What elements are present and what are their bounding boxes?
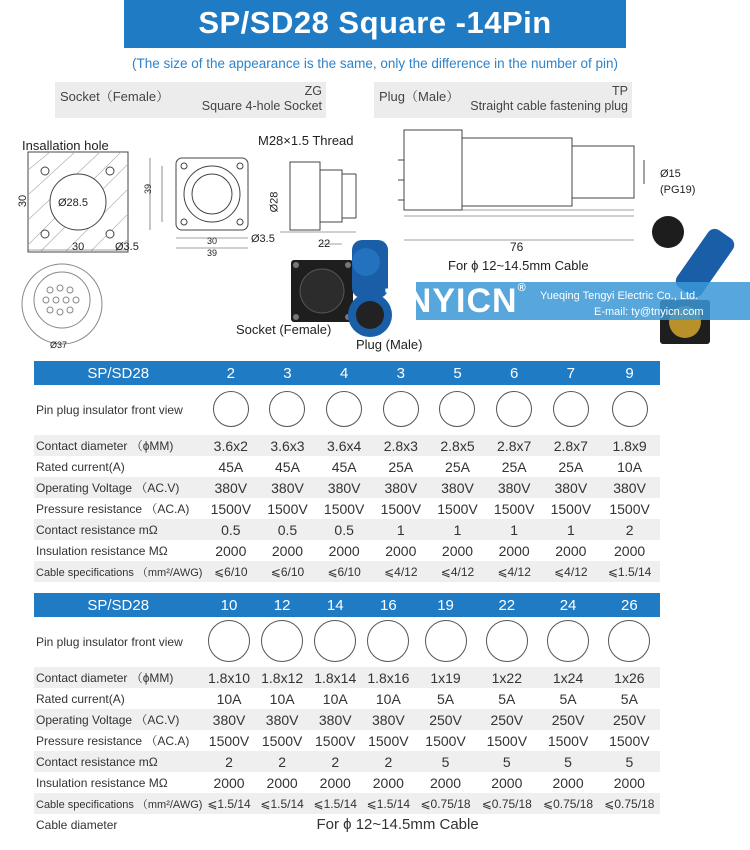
cell: 5A: [436, 690, 455, 707]
pin-diagram: [543, 385, 600, 435]
pin-count: 3: [372, 361, 429, 385]
cable-diameter-value: For ϕ 12~14.5mm Cable: [316, 816, 479, 833]
table2-name: SP/SD28: [34, 593, 202, 617]
cell: 380V: [256, 709, 309, 730]
pin-diagram: [202, 617, 255, 667]
dim-28-5: Ø28.5: [58, 197, 88, 209]
dim-30-b: 30: [72, 241, 85, 253]
cell: 2000: [266, 774, 298, 791]
pin-count: 14: [309, 593, 362, 617]
company-email: E-mail: ty@tnyicn.com: [594, 306, 704, 318]
cell: 5: [476, 751, 537, 772]
socket-caption: Socket (Female): [236, 322, 332, 337]
cell: 250V: [537, 709, 598, 730]
cell: 2000: [385, 542, 417, 559]
cell: 2000: [552, 774, 584, 791]
pin-layout-icon: [261, 620, 303, 662]
cell: 1500V: [437, 500, 478, 517]
cell: 0.5: [316, 519, 373, 540]
cell: 5: [537, 751, 598, 772]
pin-count: 22: [476, 593, 537, 617]
dim-22: 22: [318, 238, 331, 250]
row-label: Cable specifications （mm²/AWG): [34, 793, 202, 814]
cell: 2000: [213, 774, 245, 791]
pin-diagram: [415, 617, 476, 667]
pin-diagram: [599, 617, 660, 667]
row-label: Operating Voltage （AC.V): [34, 477, 202, 498]
cell: 2000: [441, 542, 474, 559]
cell: ⩽6/10: [316, 561, 373, 582]
socket-desc: Square 4-hole Socket: [201, 99, 322, 113]
cell: 10A: [375, 690, 401, 707]
pin-diagram: [537, 617, 598, 667]
plug-label: Plug（Male）: [379, 89, 460, 104]
plug-desc: Straight cable fastening plug: [470, 99, 628, 113]
table2-row-contact-res: [34, 751, 660, 772]
row-label: Pin plug insulator front view: [36, 635, 183, 649]
table2-row-cable-spec: [34, 793, 660, 814]
dim-3-5-b: Ø3.5: [251, 233, 275, 245]
cell: 380V: [316, 477, 373, 498]
pin-count: 7: [543, 361, 600, 385]
install-hole-label: Insallation hole: [22, 138, 109, 153]
cell: 1: [486, 519, 543, 540]
pin-layout-icon: [208, 620, 250, 662]
pin-diagram: [202, 385, 259, 435]
pin-diagram: [362, 617, 415, 667]
cell: 45A: [275, 458, 300, 475]
cell: 0.5: [259, 519, 316, 540]
cell: 250V: [476, 709, 537, 730]
cell: 1500V: [267, 500, 308, 517]
dim-28: Ø28: [268, 191, 281, 213]
technical-drawing: [0, 120, 750, 360]
cell: 10A: [269, 690, 295, 707]
assembly-photo: [652, 216, 737, 344]
table2-row-contact-diameter: [34, 667, 660, 688]
table2-row-voltage: [34, 709, 660, 730]
cell: 10A: [322, 690, 348, 707]
subtitle: (The size of the appearance is the same, only the difference in the number of pin): [131, 56, 619, 71]
cell: ⩽4/12: [543, 561, 600, 582]
table2-row-insulation: [34, 772, 660, 793]
cell: 2000: [614, 542, 646, 559]
plug-side-view: [398, 130, 644, 240]
cell: ⩽4/12: [372, 561, 429, 582]
brand-logo: TNYICN®: [385, 282, 527, 320]
cell: 250V: [599, 709, 660, 730]
cell: 1: [372, 519, 429, 540]
cell: 1.8x10: [202, 667, 255, 688]
pin-count: 2: [202, 361, 259, 385]
cell: 1.8x12: [256, 667, 309, 688]
row-label: Contact diameter （ϕMM): [34, 435, 202, 456]
cell: 5A: [620, 690, 638, 707]
cell: ⩽0.75/18: [415, 793, 476, 814]
cell: 2000: [555, 542, 587, 559]
socket-front-view: [176, 158, 248, 230]
cell: 25A: [388, 458, 414, 475]
row-label: Cable specifications （mm²/AWG): [34, 561, 202, 582]
cell: ⩽1.5/14: [256, 793, 309, 814]
dim-30-a: 30: [17, 194, 30, 208]
cell: 2.8x3: [372, 435, 429, 456]
pin-layout-icon: [367, 620, 409, 662]
row-label: Contact resistance mΩ: [34, 519, 202, 540]
cell: 2000: [429, 774, 462, 791]
cell: 1500V: [550, 500, 592, 517]
cell: 2: [202, 751, 255, 772]
pin-layout-icon: [314, 620, 356, 662]
cell: 25A: [445, 458, 470, 475]
dim-76: 76: [510, 240, 524, 254]
cell: 2.8x7: [543, 435, 600, 456]
cell: 1500V: [261, 732, 303, 749]
dim-30-c: 30: [207, 236, 218, 246]
table2-row-pressure: [34, 730, 660, 751]
cell: 45A: [331, 458, 357, 475]
dim-15: Ø15: [660, 168, 681, 180]
pin-diagram: [486, 385, 543, 435]
cable-note: For ϕ 12~14.5mm Cable: [448, 258, 589, 273]
pin-layout-icon: [269, 391, 305, 427]
cell: ⩽0.75/18: [599, 793, 660, 814]
socket-code: ZG: [304, 84, 322, 98]
pin-count: 26: [599, 593, 660, 617]
cell: 380V: [202, 709, 255, 730]
cell: 45A: [218, 458, 244, 475]
table1-pin-view-row: [34, 385, 660, 435]
cell: 1500V: [210, 500, 252, 517]
cell: 1500V: [493, 500, 535, 517]
pin-diagram: [259, 385, 316, 435]
cell: 380V: [372, 477, 429, 498]
cell: 2.8x5: [429, 435, 486, 456]
cell: 1500V: [323, 500, 365, 517]
cell: 1500V: [609, 732, 650, 749]
cell: 1500V: [547, 732, 589, 749]
cell: 1: [543, 519, 600, 540]
cell: ⩽0.75/18: [537, 793, 598, 814]
cell: 2000: [613, 774, 645, 791]
cell: 2000: [271, 542, 304, 559]
cell: ⩽0.75/18: [476, 793, 537, 814]
pin-count: 6: [486, 361, 543, 385]
cell: 380V: [543, 477, 600, 498]
table1-name: SP/SD28: [34, 361, 202, 385]
row-label: Pin plug insulator front view: [36, 403, 183, 417]
cell: 5: [415, 751, 476, 772]
pin-count: 16: [362, 593, 415, 617]
pin-diagram: [309, 617, 362, 667]
row-label: Pressure resistance （AC.A): [36, 734, 190, 748]
socket-label: Socket（Female）: [60, 89, 170, 104]
dim-39-a: 39: [207, 248, 218, 258]
table1-row-insulation: [34, 540, 660, 561]
row-label: Contact resistance mΩ: [34, 751, 202, 772]
cell: 2000: [491, 774, 523, 791]
dim-37: Ø37: [50, 340, 68, 350]
pin-diagram: [316, 385, 373, 435]
dim-pg19: (PG19): [660, 184, 696, 196]
cell: 380V: [429, 477, 486, 498]
table1-row-voltage: [34, 477, 660, 498]
cell: 1500V: [368, 732, 409, 749]
dim-39-b: 39: [143, 183, 154, 195]
cell: 1500V: [486, 732, 528, 749]
socket-side-view: [280, 162, 356, 244]
cell: ⩽6/10: [202, 561, 259, 582]
pin-layout-icon: [213, 391, 249, 427]
cell: 1500V: [315, 732, 356, 749]
cell: 1x19: [415, 667, 476, 688]
cell: 2000: [328, 542, 360, 559]
cell: 250V: [415, 709, 476, 730]
pin-layout-icon: [496, 391, 532, 427]
cell: ⩽1.5/14: [309, 793, 362, 814]
dim-3-5-a: Ø3.5: [115, 241, 139, 253]
pin-layout-icon: [439, 391, 475, 427]
cell: ⩽4/12: [486, 561, 543, 582]
row-label: Rated current(A): [36, 691, 125, 706]
cell: 1500V: [609, 500, 650, 517]
row-label: Insulation resistance MΩ: [36, 543, 168, 558]
pin-diagram: [599, 385, 660, 435]
cell: 5A: [559, 690, 577, 707]
table2-header-row: [34, 593, 660, 617]
cell: 0.5: [202, 519, 259, 540]
cell: 380V: [309, 709, 362, 730]
cell: 380V: [486, 477, 543, 498]
table1-row-cable-spec: [34, 561, 660, 582]
table1-row-contact-res: [34, 519, 660, 540]
pin-layout-icon: [547, 620, 589, 662]
socket-photo: [291, 260, 353, 322]
pin-diagram: [429, 385, 486, 435]
pin-count: 9: [599, 361, 660, 385]
cell: 25A: [501, 458, 527, 475]
pin-layout-icon: [326, 391, 362, 427]
company-name: Yueqing Tengyi Electric Co., Ltd.: [540, 290, 699, 302]
pin-layout-icon: [612, 391, 648, 427]
table2-row-rated-current: [34, 688, 660, 709]
cell: 5A: [498, 690, 516, 707]
cell: 2: [256, 751, 309, 772]
cell: 1x22: [476, 667, 537, 688]
pin-layout-icon: [486, 620, 528, 662]
cell: 1.8x14: [309, 667, 362, 688]
cell: 10A: [216, 690, 242, 707]
pin-layout-icon: [425, 620, 467, 662]
socket-label-box: [55, 82, 326, 118]
cell: 2.8x7: [486, 435, 543, 456]
cell: 5: [599, 751, 660, 772]
cell: 3.6x4: [316, 435, 373, 456]
row-label: Insulation resistance MΩ: [36, 775, 168, 790]
row-label: Cable diameter: [36, 817, 118, 832]
table1-header-row: [34, 361, 660, 385]
plug-caption: Plug (Male): [356, 337, 423, 352]
cell: 1: [429, 519, 486, 540]
pin-count: 10: [202, 593, 255, 617]
cell: ⩽1.5/14: [202, 793, 255, 814]
table1-row-rated-current: [34, 456, 660, 477]
pin-count: 5: [429, 361, 486, 385]
pin-count: 3: [259, 361, 316, 385]
pin-layout-icon: [608, 620, 650, 662]
cell: 2000: [498, 542, 530, 559]
thread-label: M28×1.5 Thread: [258, 133, 354, 148]
cell: 1.8x16: [362, 667, 415, 688]
cell: ⩽6/10: [259, 561, 316, 582]
pin-layout-icon: [383, 391, 419, 427]
pin-diagram: [372, 385, 429, 435]
cell: 380V: [202, 477, 259, 498]
cell: ⩽4/12: [429, 561, 486, 582]
table2-pin-view-row: [34, 617, 660, 667]
cell: 25A: [558, 458, 584, 475]
pin-count: 12: [256, 593, 309, 617]
cell: 1x24: [537, 667, 598, 688]
table2-row-cable-diameter: [34, 814, 660, 835]
pin-count: 24: [537, 593, 598, 617]
cell: ⩽1.5/14: [362, 793, 415, 814]
cell: 1500V: [425, 732, 466, 749]
row-label: Pressure resistance （AC.A): [36, 502, 190, 516]
cell: 2: [599, 519, 660, 540]
cell: 3.6x2: [202, 435, 259, 456]
cell: 1x26: [599, 667, 660, 688]
plug-code: TP: [612, 84, 628, 98]
cell: 380V: [599, 477, 660, 498]
cell: 1500V: [208, 732, 250, 749]
pin-count: 4: [316, 361, 373, 385]
cell: 380V: [362, 709, 415, 730]
cell: 2000: [319, 774, 351, 791]
row-label: Contact diameter （ϕMM): [34, 667, 202, 688]
pin-diagram: [476, 617, 537, 667]
pin-layout-icon: [553, 391, 589, 427]
row-label: Rated current(A): [36, 459, 125, 474]
cell: 2: [362, 751, 415, 772]
cell: 3.6x3: [259, 435, 316, 456]
cell: 2: [309, 751, 362, 772]
spec-table-1: [34, 361, 660, 582]
pin-count: 19: [415, 593, 476, 617]
cell: 2000: [372, 774, 404, 791]
table1-row-pressure: [34, 498, 660, 519]
table1-row-contact-diameter: [34, 435, 660, 456]
cell: 380V: [259, 477, 316, 498]
pin-diagram: [256, 617, 309, 667]
cell: 1500V: [380, 500, 422, 517]
plug-label-box: [374, 82, 632, 118]
row-label: Operating Voltage （AC.V): [34, 709, 202, 730]
cell: 2000: [215, 542, 247, 559]
cell: ⩽1.5/14: [599, 561, 660, 582]
page-title-banner: SP/SD28 Square -14Pin: [124, 0, 626, 48]
cell: 10A: [617, 458, 643, 475]
spec-table-2: [34, 593, 660, 835]
cell: 1.8x9: [599, 435, 660, 456]
